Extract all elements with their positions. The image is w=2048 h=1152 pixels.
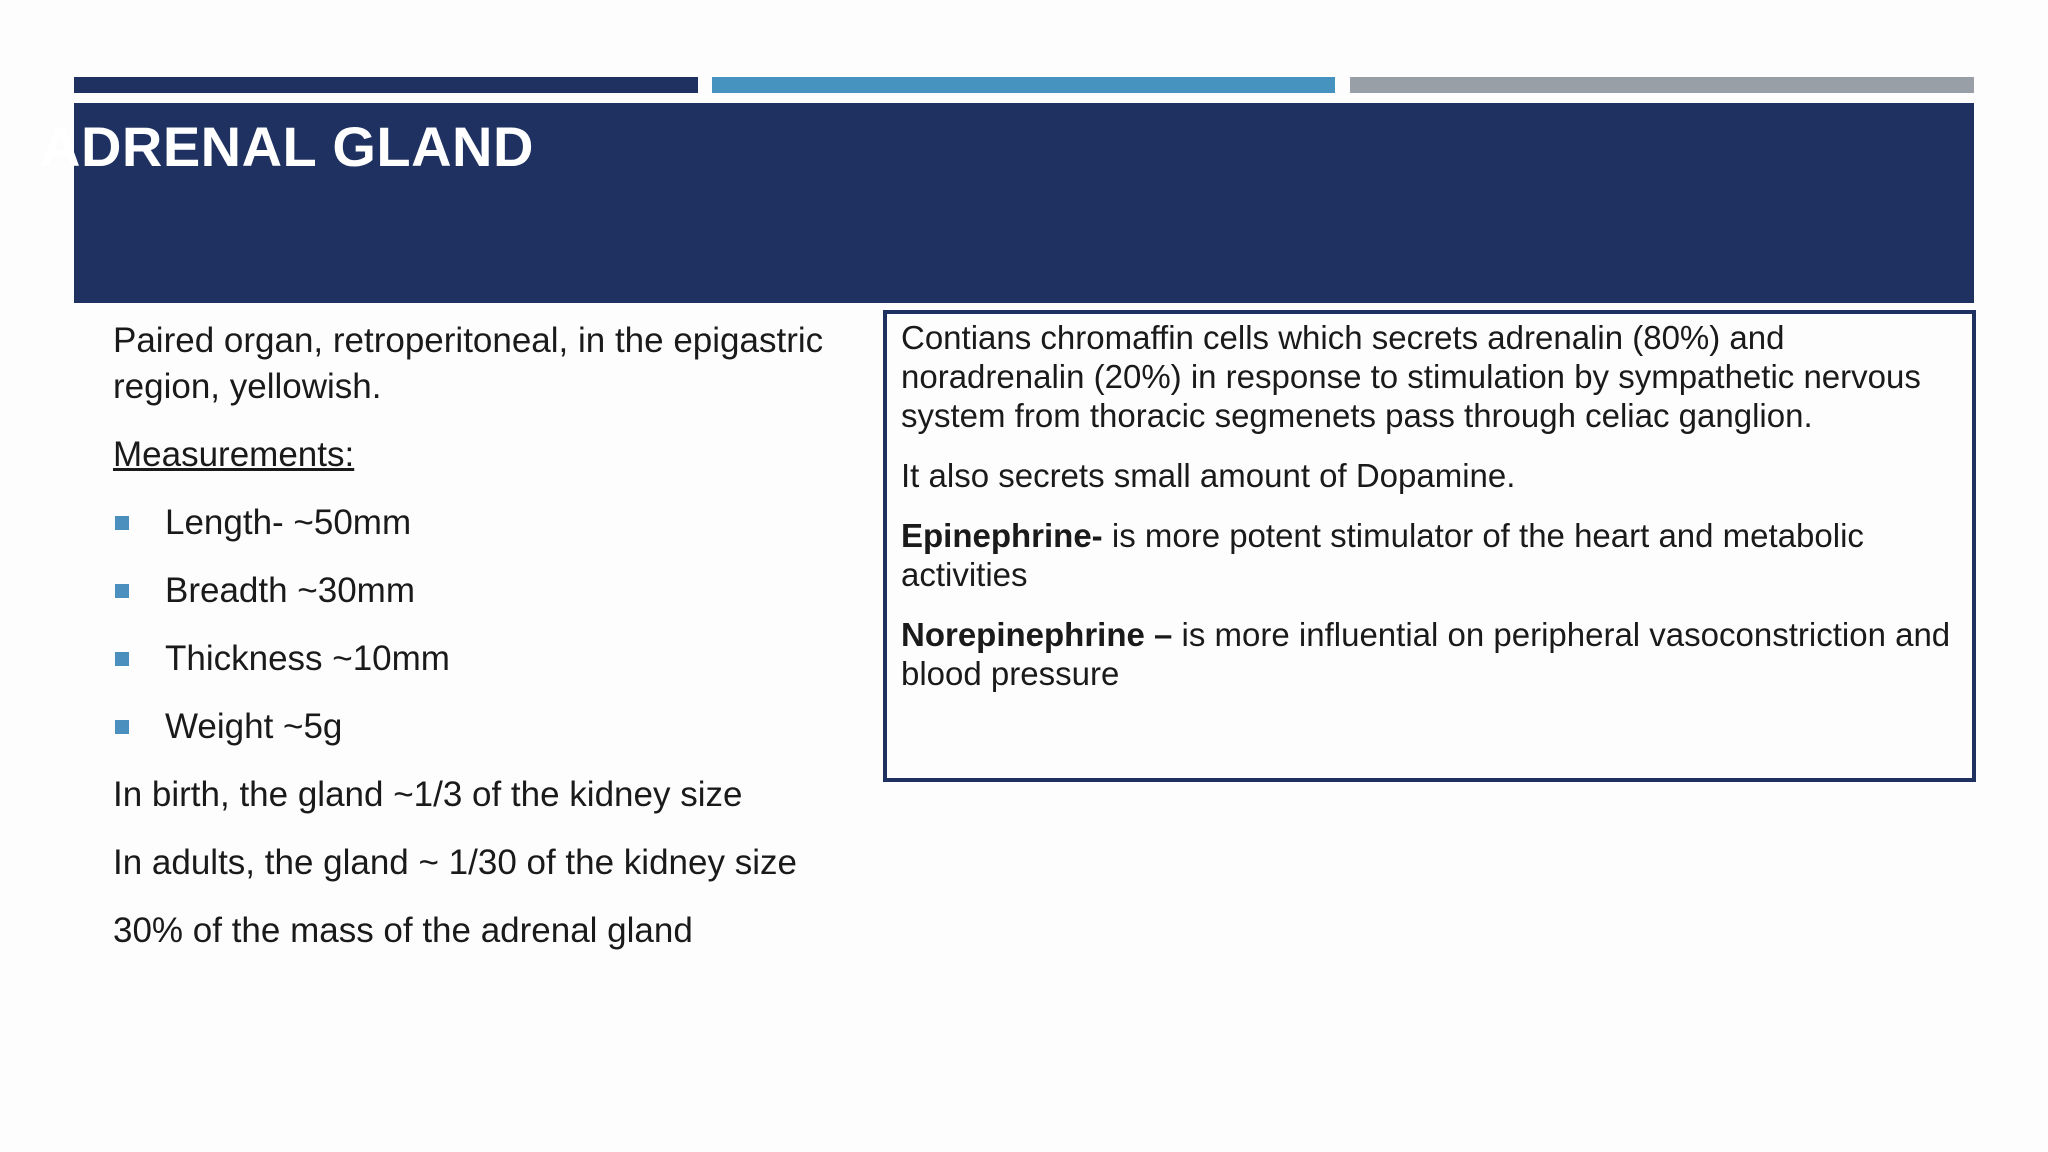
square-bullet-icon	[115, 516, 129, 530]
measurement-item	[113, 636, 873, 682]
square-bullet-icon	[115, 720, 129, 734]
chromaffin-paragraph: Contians chromaffin cells which secrets adrenalin (80%) and noradrenalin (20%) in response to stimulation by sympathetic nervous system from thoracic segmenets pass through celiac ganglion.	[901, 319, 1921, 434]
info-box	[883, 310, 1976, 782]
measurement-text: Breadth ~30mm	[165, 571, 415, 610]
note-text: In birth, the gland ~1/3 of the kidney size	[113, 775, 743, 814]
measurement-text: Thickness ~10mm	[165, 639, 450, 678]
accent-bar-gray	[1350, 77, 1974, 93]
accent-bar-blue	[712, 77, 1335, 93]
epinephrine-description: is more potent stimulator of the heart and metabolic activities	[901, 517, 1864, 593]
measurement-item	[113, 568, 873, 614]
intro-text: Paired organ, retroperitoneal, in the epigastric region, yellowish.	[113, 321, 824, 406]
dopamine-paragraph: It also secrets small amount of Dopamine.	[901, 457, 1516, 494]
square-bullet-icon	[115, 584, 129, 598]
norepinephrine-paragraph	[901, 615, 1958, 693]
epinephrine-term: Epinephrine-	[901, 517, 1103, 554]
left-content	[113, 318, 873, 976]
measurement-text: Length- ~50mm	[165, 503, 412, 542]
note-text: 30% of the mass of the adrenal gland	[113, 911, 693, 950]
note-text: In adults, the gland ~ 1/30 of the kidney size	[113, 843, 797, 882]
norepinephrine-description: is more influential on peripheral vasoconstriction and blood pressure	[901, 616, 1951, 692]
measurements-list	[113, 500, 873, 750]
measurement-text: Weight ~5g	[165, 707, 343, 746]
measurement-item	[113, 500, 873, 546]
norepinephrine-term: Norepinephrine –	[901, 616, 1173, 653]
measurement-item	[113, 704, 873, 750]
epinephrine-paragraph	[901, 516, 1958, 594]
accent-bar-navy	[74, 77, 698, 93]
square-bullet-icon	[115, 652, 129, 666]
measurements-heading: Measurements:	[113, 435, 355, 474]
slide-title: ADRENAL GLAND	[40, 115, 534, 178]
